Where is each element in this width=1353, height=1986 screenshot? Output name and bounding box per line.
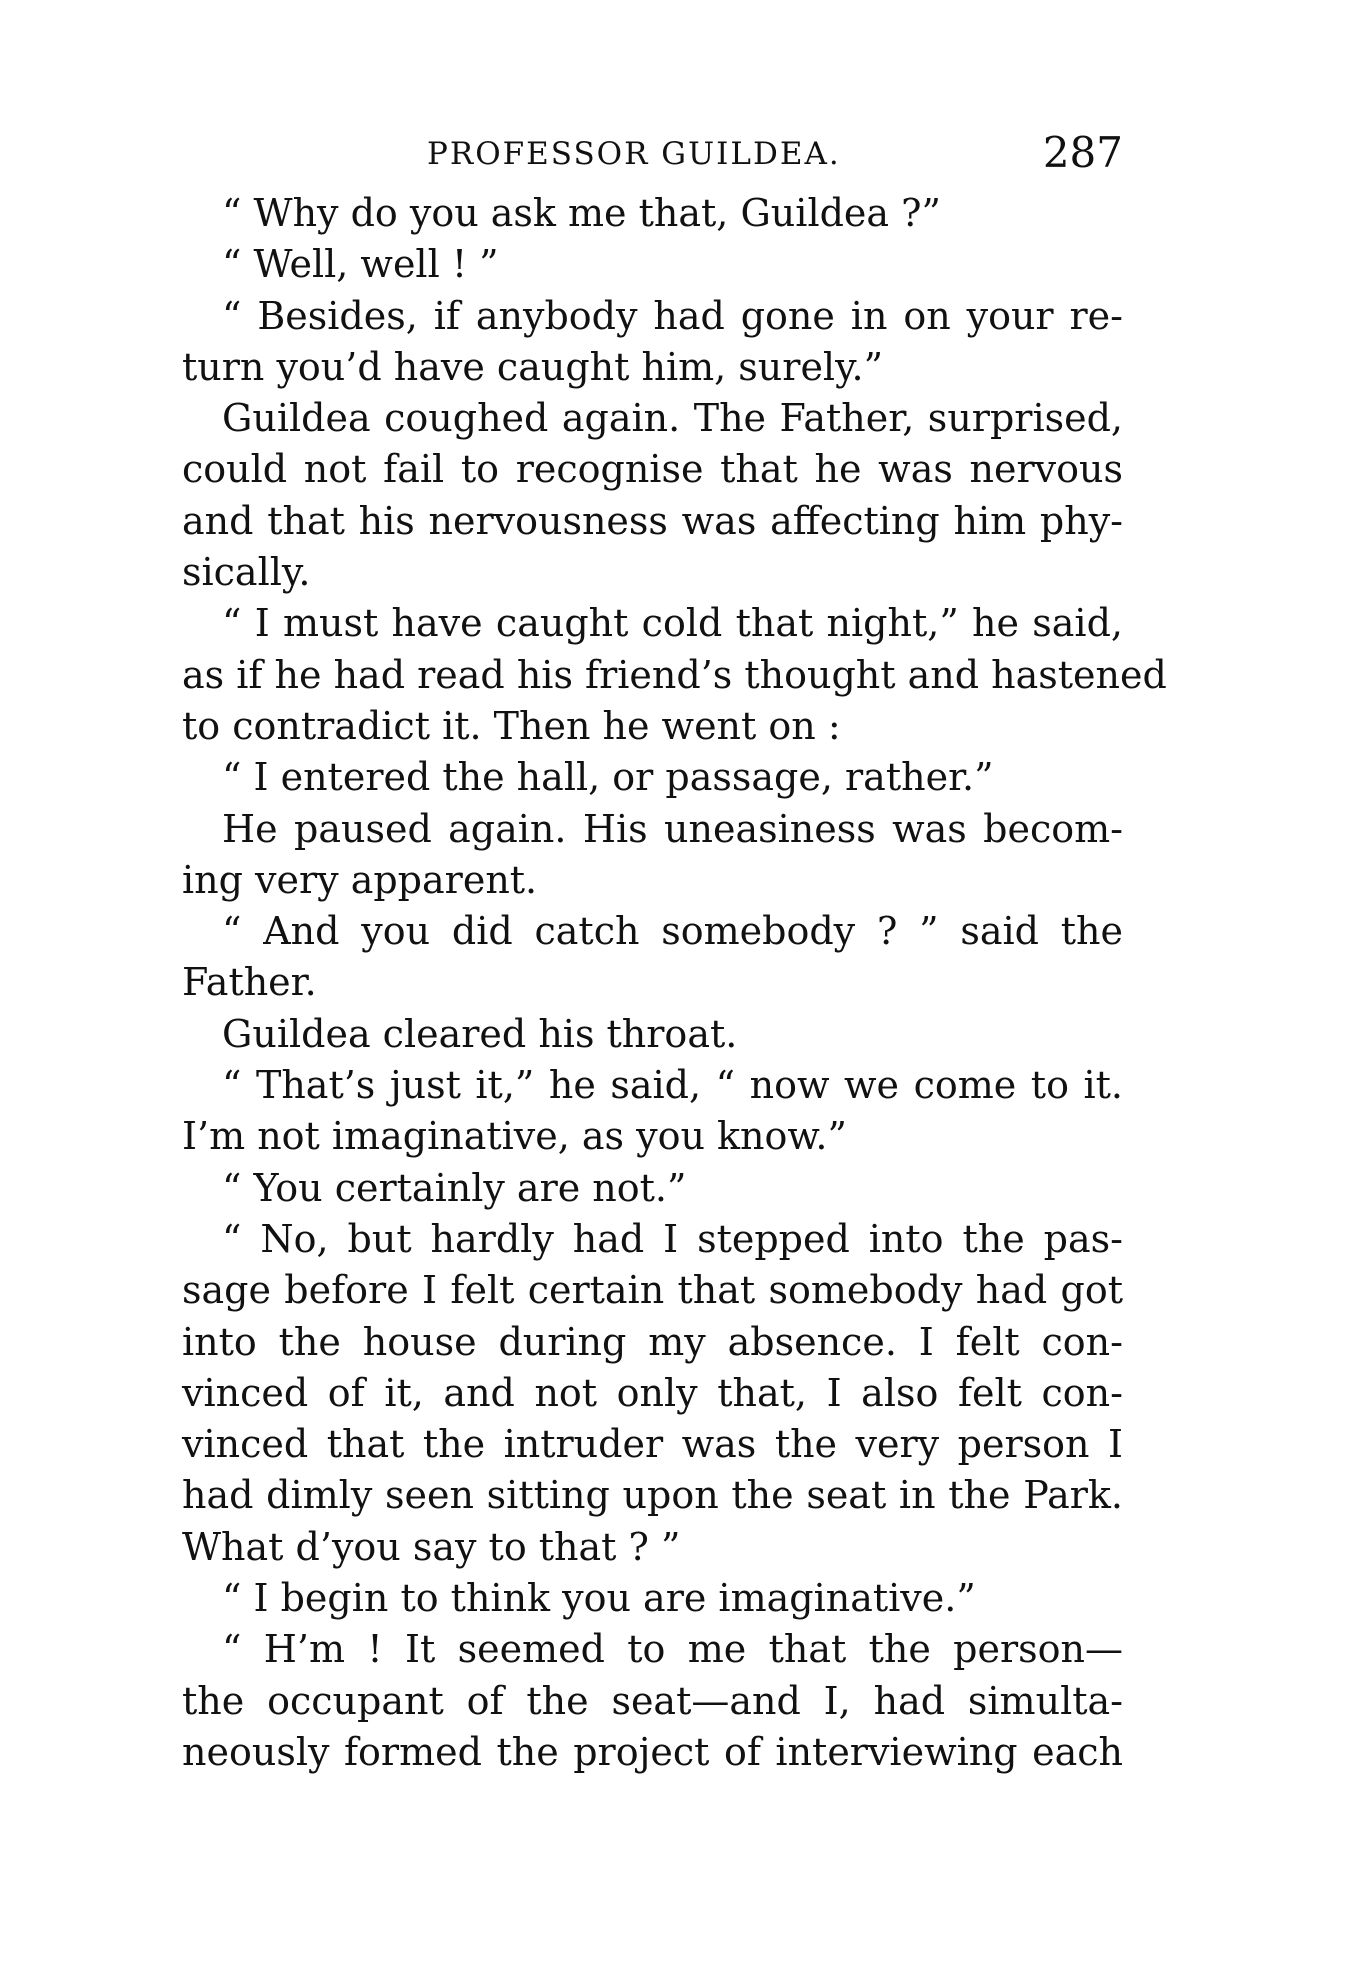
text-line: “ I must have caught cold that night,” he said, bbox=[222, 601, 1123, 646]
text-line: had dimly seen sitting upon the seat in the Park. bbox=[182, 1473, 1123, 1518]
page-number: 287 bbox=[1042, 128, 1123, 177]
text-line: sage before I felt certain that somebody had got bbox=[182, 1268, 1123, 1313]
text-line: What d’you say to that ? ” bbox=[182, 1524, 681, 1569]
text-line: Father. bbox=[182, 960, 317, 1005]
text-line: “ Well, well ! ” bbox=[222, 242, 499, 287]
text-line: into the house during my absence. I felt con- bbox=[182, 1319, 1123, 1364]
text-line: “ I entered the hall, or passage, rather.” bbox=[222, 755, 994, 800]
text-line: vinced that the intruder was the very person I bbox=[182, 1422, 1123, 1467]
page-header bbox=[182, 128, 1123, 188]
text-line: “ H’m ! It seemed to me that the person— bbox=[222, 1627, 1123, 1672]
text-line: He paused again. His uneasiness was becom- bbox=[222, 806, 1123, 851]
text-line: Guildea cleared his throat. bbox=[222, 1011, 738, 1056]
text-line: “ Besides, if anybody had gone in on your re- bbox=[222, 293, 1123, 338]
text-line: “ I begin to think you are imaginative.” bbox=[222, 1576, 976, 1621]
text-line: as if he had read his friend’s thought and hastened bbox=[182, 652, 1167, 697]
text-line: ing very apparent. bbox=[182, 857, 538, 902]
text-line: “ You certainly are not.” bbox=[222, 1165, 687, 1210]
text-line: to contradict it. Then he went on : bbox=[182, 703, 841, 748]
text-line: I’m not imaginative, as you know.” bbox=[182, 1114, 847, 1159]
text-line: Guildea coughed again. The Father, surprised, bbox=[222, 396, 1123, 441]
book-page bbox=[182, 128, 1167, 1778]
text-line: “ And you did catch somebody ? ” said the bbox=[222, 909, 1123, 954]
text-line: “ That’s just it,” he said, “ now we come to it. bbox=[222, 1063, 1123, 1108]
text-line: “ No, but hardly had I stepped into the pas- bbox=[222, 1216, 1123, 1261]
text-line: “ Why do you ask me that, Guildea ?” bbox=[222, 191, 941, 235]
text-line: and that his nervousness was affecting him phy- bbox=[182, 498, 1123, 543]
text-line: vinced of it, and not only that, I also felt con- bbox=[182, 1370, 1123, 1415]
text-line: turn you’d have caught him, surely.” bbox=[182, 344, 884, 389]
text-line: sically. bbox=[182, 550, 311, 595]
text-line: neously formed the project of interviewing each bbox=[182, 1729, 1123, 1774]
text-line: could not fail to recognise that he was nervous bbox=[182, 447, 1123, 492]
running-title: PROFESSOR GUILDEA. bbox=[427, 136, 841, 172]
text-line: the occupant of the seat—and I, had simulta- bbox=[182, 1678, 1123, 1723]
body-text bbox=[182, 188, 1167, 1778]
